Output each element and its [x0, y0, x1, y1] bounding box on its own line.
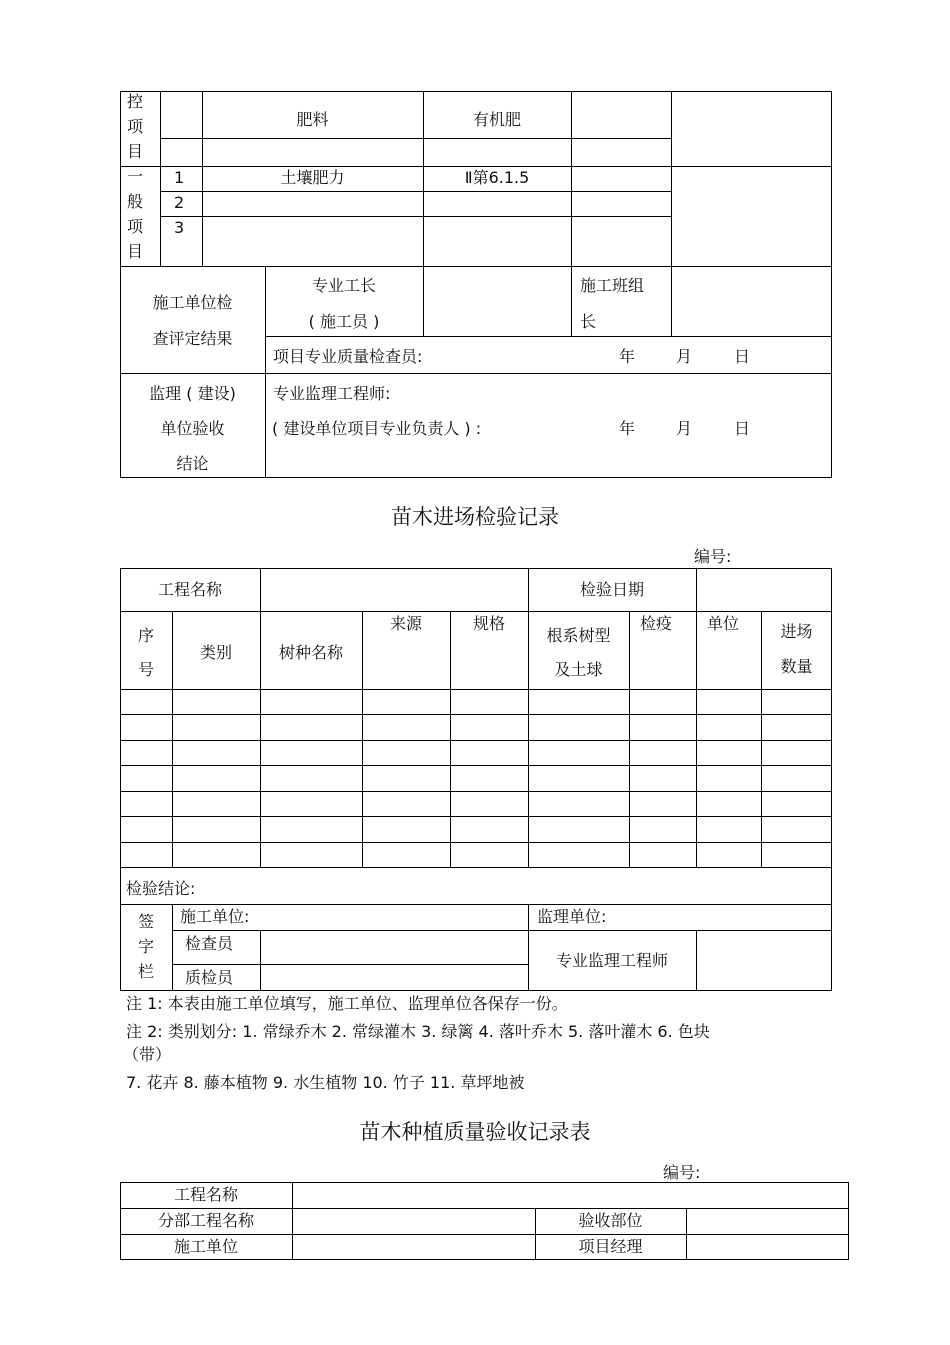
header-source: 来源 — [389, 614, 422, 633]
year-label-2: 年 — [619, 419, 636, 438]
side-label-general-3: 项 — [127, 217, 144, 236]
month-label: 月 — [676, 347, 693, 366]
row-number-3: 3 — [174, 218, 185, 237]
side-label-control-3: 目 — [127, 142, 144, 161]
year-label: 年 — [619, 347, 636, 366]
header-qty-2: 数量 — [780, 657, 813, 676]
side-label-control-2: 项 — [127, 117, 144, 136]
foreman-label-2: ( 施工员 ) — [308, 312, 380, 331]
record-number-label: 编号: — [694, 547, 732, 566]
day-label-2: 日 — [734, 419, 751, 438]
side-label-control-1: 控 — [127, 92, 144, 111]
contractor-label: 施工单位 — [173, 1237, 238, 1256]
note-1: 注 1: 本表由施工单位填写，施工单位、监理单位各保存一份。 — [126, 994, 568, 1013]
item-standard-ref: Ⅱ第6.1.5 — [464, 168, 530, 187]
record-number-label-2: 编号: — [663, 1163, 701, 1182]
owner-representative-label: ( 建设单位项目专业负责人 ) : — [272, 419, 482, 438]
day-label: 日 — [734, 347, 751, 366]
row-number-2: 2 — [174, 193, 185, 212]
header-root-1: 根系树型 — [546, 626, 611, 645]
project-name-label-2: 工程名称 — [173, 1185, 238, 1204]
planting-quality-title: 苗木种植质量验收记录表 — [359, 1120, 591, 1144]
side-label-general-1: 一 — [127, 167, 144, 186]
header-qty-1: 进场 — [780, 622, 813, 641]
header-spec: 规格 — [472, 614, 505, 633]
project-name-label: 工程名称 — [157, 580, 222, 599]
signature-column-3: 栏 — [137, 962, 154, 981]
inspector-label: 检查员 — [185, 934, 234, 953]
supervision-unit-label: 监理单位: — [537, 907, 607, 926]
item-organic-fertilizer: 有机肥 — [472, 110, 521, 129]
team-leader-label-2: 长 — [580, 312, 597, 331]
header-seq-2: 号 — [137, 660, 154, 679]
supervision-label-3: 结论 — [176, 454, 209, 473]
note-3: 7. 花卉 8. 藤本植物 9. 水生植物 10. 竹子 11. 草坪地被 — [126, 1073, 525, 1092]
acceptance-part-label: 验收部位 — [578, 1211, 643, 1230]
seedling-inspection-title: 苗木进场检验记录 — [391, 505, 559, 529]
inspection-date-label: 检验日期 — [579, 580, 644, 599]
signature-column-1: 签 — [137, 912, 154, 931]
sub-project-name-label: 分部工程名称 — [157, 1211, 254, 1230]
inspection-conclusion-label: 检验结论: — [126, 879, 196, 898]
supervising-engineer-label: 专业监理工程师: — [273, 384, 391, 403]
header-seq-1: 序 — [137, 626, 154, 645]
supervision-label-1: 监理 ( 建设) — [149, 384, 236, 403]
project-manager-label: 项目经理 — [578, 1237, 643, 1256]
supervising-engineer-sign-label: 专业监理工程师 — [555, 951, 668, 970]
note-2-continued: （带） — [123, 1045, 172, 1064]
foreman-label-1: 专业工长 — [311, 276, 376, 295]
header-root-2: 及土球 — [554, 660, 603, 679]
supervision-label-2: 单位验收 — [160, 419, 225, 438]
header-category: 类别 — [199, 643, 232, 662]
header-quarantine: 检疫 — [639, 614, 672, 633]
row-number-1: 1 — [174, 168, 185, 187]
quality-inspector-label: 项目专业质量检查员: — [273, 347, 423, 366]
note-2: 注 2: 类别划分: 1. 常绿乔木 2. 常绿灌木 3. 绿篱 4. 落叶乔木 5. 落叶灌木 6. 色块 — [126, 1022, 710, 1041]
contractor-check-label-1: 施工单位检 — [152, 293, 233, 312]
month-label-2: 月 — [676, 419, 693, 438]
quality-checker-label: 质检员 — [185, 968, 234, 987]
header-unit: 单位 — [707, 614, 740, 633]
contractor-unit-label: 施工单位: — [180, 907, 250, 926]
team-leader-label-1: 施工班组 — [580, 276, 645, 295]
contractor-check-label-2: 查评定结果 — [152, 329, 233, 348]
item-fertilizer: 肥料 — [296, 110, 329, 129]
side-label-general-4: 目 — [127, 242, 144, 261]
header-species-name: 树种名称 — [278, 643, 343, 662]
side-label-general-2: 般 — [127, 192, 144, 211]
item-soil-fertility: 土壤肥力 — [280, 168, 345, 187]
signature-column-2: 字 — [137, 937, 154, 956]
